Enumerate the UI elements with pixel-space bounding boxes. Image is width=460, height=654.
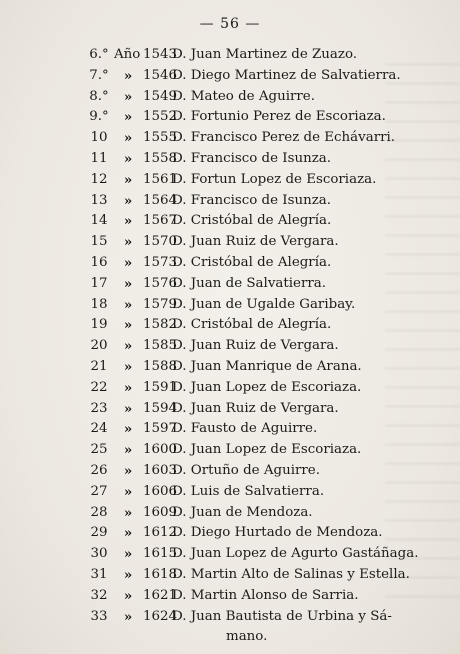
entry-name: D. Juan Martinez de Zuazo. (172, 47, 358, 62)
entry-name: D. Martin Alonso de Sarria. (172, 587, 359, 603)
ditto-mark: » (123, 130, 133, 147)
entry-name: D. Juan Ruiz de Vergara. (172, 338, 339, 354)
entry-year: 1609 (143, 504, 178, 520)
list-item (0, 274, 460, 295)
entry-number: 14 (90, 213, 108, 229)
entry-name: D. Francisco Perez de Echávarri. (172, 130, 396, 146)
ditto-mark: » (123, 317, 133, 334)
ditto-mark: » (123, 379, 133, 396)
entry-number: 32 (90, 587, 108, 603)
list-item (0, 607, 460, 628)
ditto-mark: » (123, 358, 133, 375)
list-item (0, 503, 460, 524)
entry-number: 11 (90, 150, 108, 166)
entry-year: 1567 (143, 213, 178, 229)
ditto-mark: » (123, 504, 133, 521)
entry-name: D. Francisco de Isunza. (172, 150, 332, 166)
entry-year: 1570 (143, 234, 178, 250)
ditto-mark: » (123, 566, 133, 583)
ditto-mark: » (123, 338, 133, 355)
entry-name: D. Juan Ruiz de Vergara. (172, 400, 339, 416)
entry-year: 1546 (143, 67, 178, 83)
entry-year: 1585 (143, 338, 178, 354)
entry-number: 23 (90, 400, 108, 416)
ditto-mark: » (123, 587, 133, 604)
ditto-mark: » (123, 67, 133, 84)
entry-name: D. Juan Ruiz de Vergara. (172, 234, 339, 250)
entry-name: D. Juan Lopez de Escoriaza. (172, 379, 362, 395)
list-item (0, 440, 460, 461)
list-item (0, 211, 460, 232)
list-item (0, 523, 460, 544)
ditto-mark: » (123, 192, 133, 209)
ditto-mark: » (123, 213, 133, 230)
entry-name: D. Fortunio Perez de Escoriaza. (172, 109, 386, 125)
ditto-mark: » (123, 608, 133, 625)
entry-name-continuation: mano. (226, 629, 268, 645)
ditto-mark: » (123, 296, 133, 313)
list-item (0, 461, 460, 482)
list-item (0, 295, 460, 316)
list-item (0, 315, 460, 336)
entry-name: D. Diego Martinez de Salvatierra. (172, 67, 401, 83)
entry-year: 1564 (143, 192, 178, 208)
entry-name: D. Juan Lopez de Escoriaza. (172, 442, 362, 458)
entry-year: 1594 (143, 400, 178, 416)
entry-number: 24 (90, 421, 108, 437)
ditto-mark: » (123, 254, 133, 271)
entry-year: 1573 (143, 254, 178, 270)
entry-year: 1606 (143, 483, 178, 499)
entry-number: 10 (90, 130, 108, 146)
ditto-mark: » (123, 88, 133, 105)
list-item (0, 170, 460, 191)
list-item (0, 191, 460, 212)
entry-name: D. Ortuño de Aguirre. (172, 462, 320, 478)
list-item (0, 128, 460, 149)
ditto-mark: » (123, 442, 133, 459)
entry-number: 26 (90, 462, 108, 478)
entry-name: D. Cristóbal de Alegría. (172, 254, 332, 270)
entry-number: 33 (90, 608, 108, 624)
ditto-mark: » (123, 421, 133, 438)
entry-number: 9.° (89, 109, 109, 125)
ditto-mark: » (123, 546, 133, 563)
entry-number: 19 (90, 317, 108, 333)
entry-year: 1624 (143, 608, 178, 624)
ditto-mark: » (123, 462, 133, 479)
entry-name: D. Fortun Lopez de Escoriaza. (172, 171, 377, 187)
entry-name: D. Cristóbal de Alegría. (172, 213, 332, 229)
entry-year: 1600 (143, 442, 178, 458)
entry-year: 1576 (143, 275, 178, 291)
entry-year: 1588 (143, 358, 178, 374)
entry-name: D. Juan Manrique de Arana. (172, 358, 362, 374)
entry-number: 7.° (89, 67, 109, 83)
entry-number: 31 (90, 566, 108, 582)
entry-name: D. Juan Lopez de Agurto Gastáñaga. (172, 546, 419, 562)
entry-year: 1561 (143, 171, 178, 187)
list-item (0, 66, 460, 87)
entry-name: D. Juan de Salvatierra. (172, 275, 326, 291)
entry-name: D. Mateo de Aguirre. (172, 88, 315, 104)
entry-number: 21 (90, 358, 108, 374)
list-item (0, 87, 460, 108)
year-label: Año (114, 47, 141, 62)
entry-name: D. Fausto de Aguirre. (172, 421, 318, 437)
list-item (0, 232, 460, 253)
entry-number: 13 (90, 192, 108, 208)
entry-number: 16 (90, 254, 108, 270)
list-item (0, 107, 460, 128)
ditto-mark: » (123, 275, 133, 292)
entry-name: D. Juan de Mendoza. (172, 504, 313, 520)
entry-number: 20 (90, 338, 108, 354)
entry-year: 1552 (143, 109, 178, 125)
entry-year: 1555 (143, 130, 178, 146)
entry-year: 1621 (143, 587, 178, 603)
entry-year: 1543 (143, 47, 178, 62)
entry-name: D. Luis de Salvatierra. (172, 483, 325, 499)
ditto-mark: » (123, 483, 133, 500)
list-item (0, 399, 460, 420)
entry-year: 1612 (143, 525, 178, 541)
entry-name: D. Juan Bautista de Urbina y Sá- (172, 608, 392, 624)
entry-number: 15 (90, 234, 108, 250)
list-item (0, 378, 460, 399)
entry-number: 25 (90, 442, 108, 458)
entry-number: 18 (90, 296, 108, 312)
entry-year: 1591 (143, 379, 178, 395)
list-item (0, 357, 460, 378)
ditto-mark: » (123, 150, 133, 167)
entry-year: 1618 (143, 566, 178, 582)
ditto-mark: » (123, 525, 133, 542)
entry-number: 22 (90, 379, 108, 395)
entry-name: D. Martin Alto de Salinas y Estella. (172, 566, 410, 582)
ditto-mark: » (123, 234, 133, 251)
entry-number: 17 (90, 275, 108, 291)
entry-number: 27 (90, 483, 108, 499)
entry-year: 1558 (143, 150, 178, 166)
entry-number: 28 (90, 504, 108, 520)
ditto-mark: » (123, 171, 133, 188)
entry-number: 29 (90, 525, 108, 541)
ditto-mark: » (123, 400, 133, 417)
entry-name: D. Cristóbal de Alegría. (172, 317, 332, 333)
entry-year: 1597 (143, 421, 178, 437)
entry-name: D. Francisco de Isunza. (172, 192, 332, 208)
entry-year: 1615 (143, 546, 178, 562)
list-item (0, 253, 460, 274)
entry-year: 1603 (143, 462, 178, 478)
list-item (0, 586, 460, 607)
entry-number: 12 (90, 171, 108, 187)
entry-name: D. Diego Hurtado de Mendoza. (172, 525, 383, 541)
entry-number: 8.° (89, 88, 109, 104)
list-item (0, 419, 460, 440)
entry-number: 30 (90, 546, 108, 562)
entry-year: 1549 (143, 88, 178, 104)
list-item (0, 336, 460, 357)
page-number: — 56 — (199, 16, 261, 32)
list-item (0, 482, 460, 503)
entry-year: 1579 (143, 296, 178, 312)
alcaldes-list (0, 45, 460, 647)
entry-number: 6.° (89, 47, 109, 62)
entry-name: D. Juan de Ugalde Garibay. (172, 296, 356, 312)
list-item (0, 149, 460, 170)
entry-year: 1582 (143, 317, 178, 333)
list-item (0, 544, 460, 565)
list-item (0, 45, 460, 66)
ditto-mark: » (123, 109, 133, 126)
list-item (0, 565, 460, 586)
